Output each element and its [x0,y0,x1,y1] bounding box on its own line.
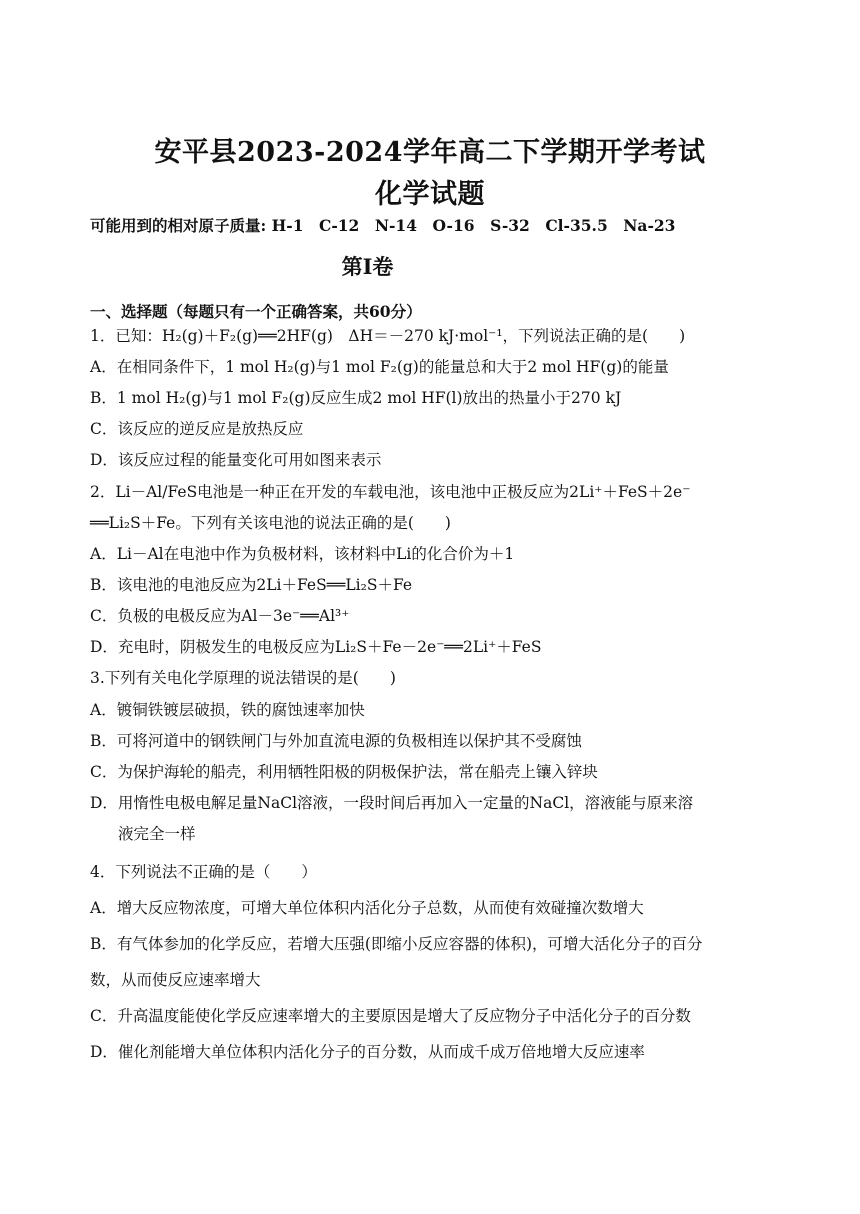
q1-option-c: C．该反应的逆反应是放热反应 [90,420,304,438]
q2-stem-line1: 2．Li－Al/FeS电池是一种正在开发的车载电池，该电池中正极反应为2Li⁺＋FeS＋2e⁻ [90,483,691,501]
q4-option-c: C．升高温度能使化学反应速率增大的主要原因是增大了反应物分子中活化分子的百分数 [90,1007,691,1025]
q2-stem-line2: ══Li₂S＋Fe。下列有关该电池的说法正确的是( ) [90,514,451,532]
volume-heading: 第I卷 [341,254,394,279]
q2-option-d: D．充电时，阴极发生的电极反应为Li₂S＋Fe－2e⁻══2Li⁺＋FeS [90,638,542,656]
q4-stem: 4．下列说法不正确的是（ ） [90,863,317,881]
q4-option-d: D．催化剂能增大单位体积内活化分子的百分数，从而成千成万倍地增大反应速率 [90,1043,645,1061]
q3-stem: 3.下列有关电化学原理的说法错误的是( ) [90,669,396,687]
q1-option-b: B．1 mol H₂(g)与1 mol F₂(g)反应生成2 mol HF(l)放出的热量小于270 kJ [90,389,622,407]
q3-option-d-line1: D．用惰性电极电解足量NaCl溶液，一段时间后再加入一定量的NaCl，溶液能与原来溶 [90,794,694,812]
exam-title: 安平县2023-2024学年高二下学期开学考试 [154,137,706,168]
atomic-masses-note: 可能用到的相对原子质量: H-1 C-12 N-14 O-16 S-32 Cl-35.5 Na-23 [90,216,676,235]
q4-option-a: A．增大反应物浓度，可增大单位体积内活化分子总数，从而使有效碰撞次数增大 [90,899,644,917]
q3-option-c: C．为保护海轮的船壳，利用牺牲阳极的阴极保护法，常在船壳上镶入锌块 [90,763,598,781]
q2-option-c: C．负极的电极反应为Al－3e⁻══Al³⁺ [90,607,350,625]
q1-option-d: D．该反应过程的能量变化可用如图来表示 [90,451,382,469]
q3-option-d-line2: 液完全一样 [118,825,196,843]
exam-subtitle: 化学试题 [375,179,485,210]
q4-option-b-line2: 数，从而使反应速率增大 [90,971,261,989]
q2-option-a: A．Li－Al在电池中作为负极材料，该材料中Li的化合价为＋1 [90,545,515,563]
q2-option-b: B．该电池的电池反应为2Li＋FeS══Li₂S＋Fe [90,576,413,594]
q4-option-b-line1: B．有气体参加的化学反应，若增大压强(即缩小反应容器的体积)，可增大活化分子的百分 [90,935,703,953]
section-heading: 一、选择题（每题只有一个正确答案，共60分） [90,302,422,321]
q3-option-b: B．可将河道中的钢铁闸门与外加直流电源的负极相连以保护其不受腐蚀 [90,732,582,750]
q3-option-a: A．镀铜铁镀层破损，铁的腐蚀速率加快 [90,701,365,719]
q1-option-a: A．在相同条件下，1 mol H₂(g)与1 mol F₂(g)的能量总和大于2 mol HF(g)的能量 [90,358,669,376]
q1-stem: 1．已知：H₂(g)＋F₂(g)══2HF(g) ΔH＝－270 kJ·mol⁻¹，下列说法正确的是( ) [90,327,686,345]
